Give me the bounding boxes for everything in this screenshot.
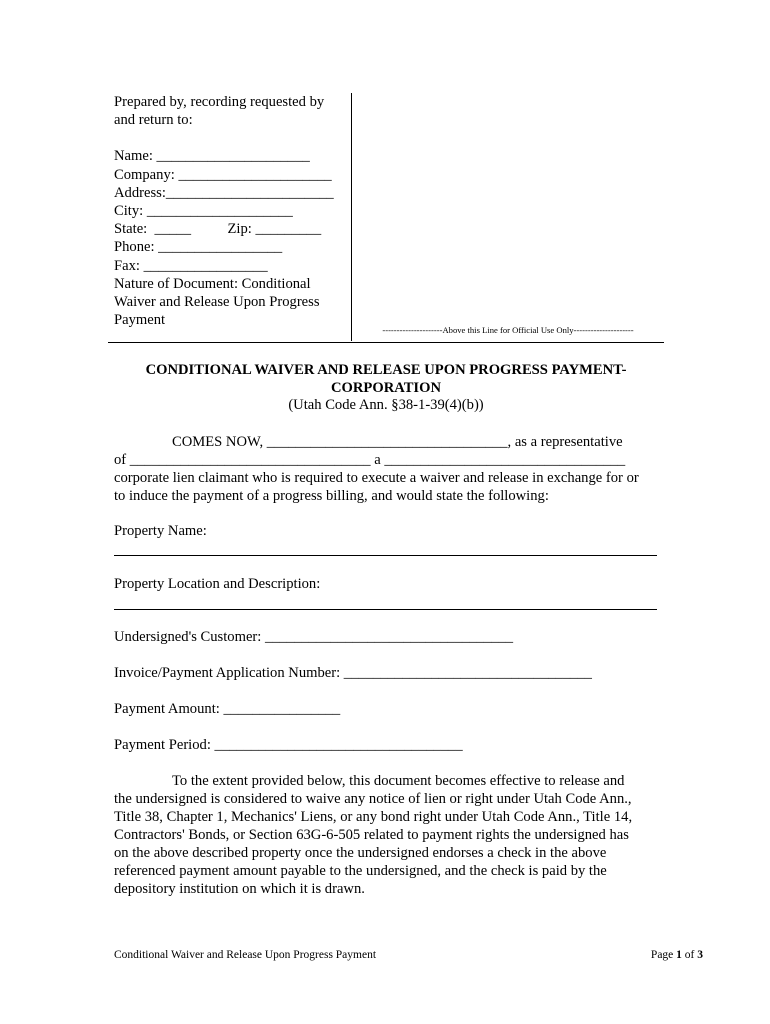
- document-title: [114, 362, 658, 397]
- intro-line1: [114, 433, 662, 451]
- intro-line2: of _________________________________ a _________________________________: [114, 452, 626, 468]
- official-use-notice: ---------------------Above this Line for Official Use Only---------------------: [382, 325, 634, 335]
- intro-line4: to induce the payment of a progress billing, and would state the following:: [114, 488, 549, 504]
- body-line3: Title 38, Chapter 1, Mechanics' Liens, or any bond right under Utah Code Ann., Title 14,: [114, 809, 633, 825]
- release-paragraph: [114, 772, 662, 898]
- intro-line3: corporate lien claimant who is required to execute a waiver and release in exchange for or: [114, 470, 639, 486]
- page-label: Page: [650, 949, 674, 961]
- title-line1: CONDITIONAL WAIVER AND RELEASE UPON PROGRESS PAYMENT-: [145, 362, 627, 378]
- header-horizontal-divider: [108, 342, 664, 343]
- intro-paragraph: [114, 433, 662, 505]
- body-line7: depository institution on which it is drawn.: [114, 881, 365, 897]
- address-field: Address:_______________________: [114, 184, 334, 201]
- title-line2: CORPORATION: [331, 379, 441, 396]
- name-field: Name: _____________________: [114, 148, 310, 165]
- body-line1: [114, 772, 662, 790]
- body-line1-text: To the extent provided below, this document becomes effective to release and: [172, 773, 625, 789]
- property-location-rule: [114, 609, 657, 610]
- property-location-label: Property Location and Description:: [114, 576, 321, 592]
- page-current: 1: [676, 949, 682, 961]
- page-total: 3: [697, 949, 703, 961]
- footer-document-title: Conditional Waiver and Release Upon Progress Payment: [114, 949, 377, 961]
- intro-line1-text: COMES NOW, _________________________________, as a representative: [172, 434, 623, 450]
- body-line2: the undersigned is considered to waive any notice of lien or right under Utah Code Ann.,: [114, 791, 632, 807]
- nature-line3: Payment: [114, 312, 166, 329]
- city-field: City: ____________________: [114, 203, 293, 220]
- statute-citation: (Utah Code Ann. §38-1-39(4)(b)): [288, 397, 484, 413]
- payment-period-field: Payment Period: __________________________________: [114, 737, 463, 753]
- body-line6: referenced payment amount payable to the undersigned, and the check is paid by the: [114, 863, 607, 879]
- phone-field: Phone: _________________: [114, 239, 283, 256]
- page-of: of: [684, 949, 695, 961]
- property-name-label: Property Name:: [114, 523, 207, 539]
- prepared-by-line1: Prepared by, recording requested by: [114, 94, 325, 110]
- nature-line1: Nature of Document: Conditional: [114, 275, 311, 292]
- state-zip-field: State: _____ Zip: _________: [114, 221, 322, 238]
- nature-line2: Waiver and Release Upon Progress: [114, 294, 320, 311]
- customer-field: Undersigned's Customer: __________________________________: [114, 629, 514, 645]
- footer-page-number: [651, 949, 703, 961]
- property-name-rule: [114, 555, 657, 556]
- recording-info-block: [114, 93, 346, 329]
- fax-field: Fax: _________________: [114, 257, 268, 274]
- body-line4: Contractors' Bonds, or Section 63G-6-505 related to payment rights the undersigned has: [114, 827, 629, 843]
- header-vertical-divider: [351, 93, 352, 341]
- company-field: Company: _____________________: [114, 166, 332, 183]
- body-line5: on the above described property once the undersigned endorses a check in the above: [114, 845, 607, 861]
- payment-amount-field: Payment Amount: ________________: [114, 701, 341, 717]
- prepared-by-line2: and return to:: [114, 112, 193, 129]
- spacer: [114, 129, 346, 147]
- invoice-field: Invoice/Payment Application Number: __________________________________: [114, 665, 592, 681]
